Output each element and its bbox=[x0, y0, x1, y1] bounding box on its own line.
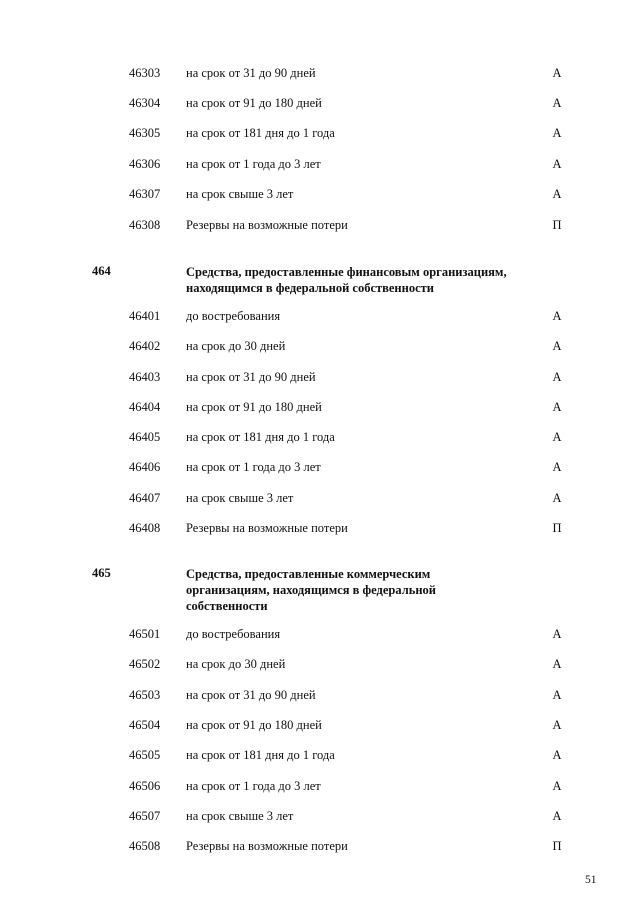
account-name: Резервы на возможные потери bbox=[186, 521, 348, 535]
account-type: А bbox=[552, 187, 562, 201]
account-row bbox=[0, 370, 640, 386]
account-row bbox=[0, 309, 640, 325]
account-code: 46403 bbox=[129, 370, 161, 384]
account-row bbox=[0, 627, 640, 643]
section-title-line: Средства, предоставленные финансовым организациям, bbox=[186, 265, 507, 279]
account-row bbox=[0, 779, 640, 795]
account-name: на срок свыше 3 лет bbox=[186, 809, 294, 823]
account-row bbox=[0, 809, 640, 825]
account-code: 46303 bbox=[129, 66, 161, 80]
account-row bbox=[0, 218, 640, 234]
account-name: Резервы на возможные потери bbox=[186, 839, 348, 853]
section-code: 465 bbox=[92, 566, 111, 580]
section-title bbox=[186, 566, 436, 614]
account-name: на срок от 1 года до 3 лет bbox=[186, 779, 321, 793]
account-type: А bbox=[552, 430, 562, 444]
account-row bbox=[0, 339, 640, 355]
section-title-line: находящимся в федеральной собственности bbox=[186, 281, 434, 295]
account-code: 46308 bbox=[129, 218, 161, 232]
account-type: А bbox=[552, 157, 562, 171]
account-code: 46504 bbox=[129, 718, 161, 732]
account-row bbox=[0, 839, 640, 855]
account-name: на срок от 1 года до 3 лет bbox=[186, 157, 321, 171]
account-name: на срок от 91 до 180 дней bbox=[186, 718, 322, 732]
account-row bbox=[0, 521, 640, 537]
account-row bbox=[0, 718, 640, 734]
account-type: А bbox=[552, 688, 562, 702]
account-code: 46407 bbox=[129, 491, 161, 505]
account-type: А bbox=[552, 309, 562, 323]
account-code: 46502 bbox=[129, 657, 161, 671]
account-code: 46305 bbox=[129, 126, 161, 140]
account-name: Резервы на возможные потери bbox=[186, 218, 348, 232]
account-name: на срок от 181 дня до 1 года bbox=[186, 748, 335, 762]
account-type: А bbox=[552, 460, 562, 474]
account-row bbox=[0, 657, 640, 673]
account-name: на срок от 1 года до 3 лет bbox=[186, 460, 321, 474]
account-row bbox=[0, 126, 640, 142]
account-row bbox=[0, 460, 640, 476]
page-number: 51 bbox=[585, 874, 597, 886]
account-code: 46304 bbox=[129, 96, 161, 110]
account-code: 46404 bbox=[129, 400, 161, 414]
account-code: 46402 bbox=[129, 339, 161, 353]
account-type: П bbox=[552, 218, 562, 232]
account-type: А bbox=[552, 339, 562, 353]
section-title bbox=[186, 264, 507, 296]
account-code: 46506 bbox=[129, 779, 161, 793]
account-row bbox=[0, 400, 640, 416]
account-name: на срок от 91 до 180 дней bbox=[186, 96, 322, 110]
account-code: 46307 bbox=[129, 187, 161, 201]
account-code: 46306 bbox=[129, 157, 161, 171]
account-type: А bbox=[552, 748, 562, 762]
account-type: А bbox=[552, 657, 562, 671]
section-code: 464 bbox=[92, 264, 111, 278]
account-type: А bbox=[552, 779, 562, 793]
account-name: на срок от 31 до 90 дней bbox=[186, 688, 316, 702]
account-name: на срок от 91 до 180 дней bbox=[186, 400, 322, 414]
account-name: на срок до 30 дней bbox=[186, 657, 286, 671]
section-title-line: Средства, предоставленные коммерческим bbox=[186, 567, 431, 581]
account-type: П bbox=[552, 521, 562, 535]
section-header bbox=[0, 566, 640, 614]
account-name: до востребования bbox=[186, 627, 281, 641]
account-code: 46505 bbox=[129, 748, 161, 762]
account-name: на срок до 30 дней bbox=[186, 339, 286, 353]
account-type: А bbox=[552, 809, 562, 823]
account-row bbox=[0, 491, 640, 507]
account-type: А bbox=[552, 491, 562, 505]
account-type: П bbox=[552, 839, 562, 853]
account-name: на срок свыше 3 лет bbox=[186, 491, 294, 505]
account-row bbox=[0, 157, 640, 173]
account-code: 46508 bbox=[129, 839, 161, 853]
account-name: до востребования bbox=[186, 309, 281, 323]
account-name: на срок свыше 3 лет bbox=[186, 187, 294, 201]
section-title-line: собственности bbox=[186, 599, 268, 613]
account-code: 46501 bbox=[129, 627, 161, 641]
account-type: А bbox=[552, 400, 562, 414]
account-code: 46405 bbox=[129, 430, 161, 444]
account-row bbox=[0, 187, 640, 203]
account-row bbox=[0, 96, 640, 112]
account-row bbox=[0, 688, 640, 704]
account-code: 46503 bbox=[129, 688, 161, 702]
account-name: на срок от 31 до 90 дней bbox=[186, 370, 316, 384]
account-name: на срок от 31 до 90 дней bbox=[186, 66, 316, 80]
account-row bbox=[0, 430, 640, 446]
account-name: на срок от 181 дня до 1 года bbox=[186, 126, 335, 140]
account-row bbox=[0, 748, 640, 764]
account-type: А bbox=[552, 66, 562, 80]
account-name: на срок от 181 дня до 1 года bbox=[186, 430, 335, 444]
account-code: 46406 bbox=[129, 460, 161, 474]
account-type: А bbox=[552, 718, 562, 732]
section-title-line: организациям, находящимся в федеральной bbox=[186, 583, 437, 597]
account-type: А bbox=[552, 627, 562, 641]
account-type: А bbox=[552, 96, 562, 110]
account-type: А bbox=[552, 370, 562, 384]
account-type: А bbox=[552, 126, 562, 140]
section-header bbox=[0, 264, 640, 296]
account-code: 46507 bbox=[129, 809, 161, 823]
account-row bbox=[0, 66, 640, 82]
account-code: 46408 bbox=[129, 521, 161, 535]
account-code: 46401 bbox=[129, 309, 161, 323]
